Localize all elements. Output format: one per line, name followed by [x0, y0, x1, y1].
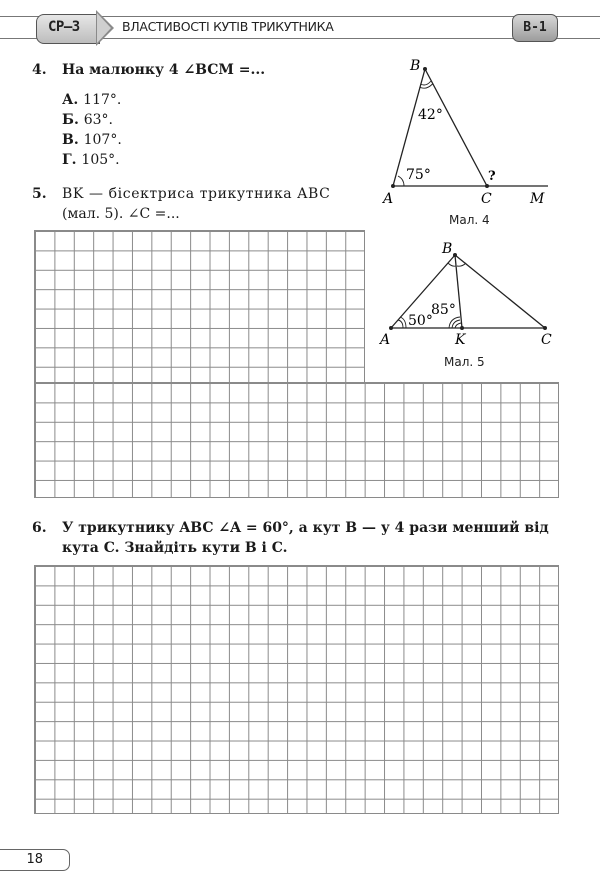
- answer-option-c[interactable]: [62, 130, 122, 150]
- question-number: 4.: [32, 62, 47, 78]
- section-code: СР–3: [48, 19, 80, 35]
- variant-badge: В-1: [512, 14, 558, 42]
- question-4: [32, 60, 265, 80]
- arrow-right-icon-fill: [97, 13, 111, 43]
- question-text-line1: BK — бісектриса трикутника ABC: [62, 186, 331, 202]
- unknown-angle-label: ?: [488, 169, 496, 184]
- angle-a-label: 75°: [406, 167, 431, 183]
- angle-a-label: 50°: [408, 313, 433, 329]
- question-6-line2: кута C. Знайдіть кути B і C.: [62, 540, 288, 556]
- option-label: Б.: [62, 112, 79, 128]
- point-label-a: A: [383, 191, 394, 207]
- answer-option-a[interactable]: [62, 90, 121, 110]
- option-label: А.: [62, 92, 79, 108]
- point-label-a: A: [380, 332, 391, 348]
- option-value: 63°.: [83, 112, 113, 128]
- question-text-line1: У трикутнику ABC ∠A = 60°, а кут B — у 4 рази менший від: [62, 520, 549, 536]
- option-value: 117°.: [83, 92, 122, 108]
- angle-k-label: 85°: [431, 302, 456, 318]
- figure-4-caption: Мал. 4: [449, 213, 490, 227]
- point-label-b: B: [410, 58, 421, 74]
- answer-option-d[interactable]: [62, 150, 120, 170]
- option-value: 107°.: [83, 132, 122, 148]
- answer-grid-q6[interactable]: [34, 565, 559, 814]
- option-label: В.: [62, 132, 79, 148]
- question-number: 6.: [32, 520, 47, 536]
- point-label-k: K: [455, 332, 466, 348]
- point-label-m: M: [530, 191, 545, 207]
- question-5: [32, 184, 330, 204]
- point-label-c: C: [541, 332, 552, 348]
- point-label-b: B: [442, 241, 453, 257]
- question-text: На малюнку 4 ∠BCM =...: [62, 62, 266, 78]
- question-6: [32, 518, 549, 538]
- answer-grid-q5-lower[interactable]: [34, 382, 559, 498]
- answer-option-b[interactable]: [62, 110, 113, 130]
- option-value: 105°.: [81, 152, 120, 168]
- question-5-line2: (мал. 5). ∠C =...: [62, 206, 180, 222]
- option-label: Г.: [62, 152, 77, 168]
- figure-4-triangle: [370, 55, 570, 215]
- point-label-c: C: [481, 191, 492, 207]
- question-number: 5.: [32, 186, 47, 202]
- page-title: ВЛАСТИВОСТІ КУТІВ ТРИКУТНИКА: [122, 19, 334, 34]
- figure-5-caption: Мал. 5: [444, 355, 485, 369]
- figure-5-triangle: [370, 235, 570, 355]
- angle-b-label: 42°: [418, 107, 443, 123]
- page-number: 18: [0, 849, 70, 871]
- answer-grid-q5-upper[interactable]: [34, 230, 365, 383]
